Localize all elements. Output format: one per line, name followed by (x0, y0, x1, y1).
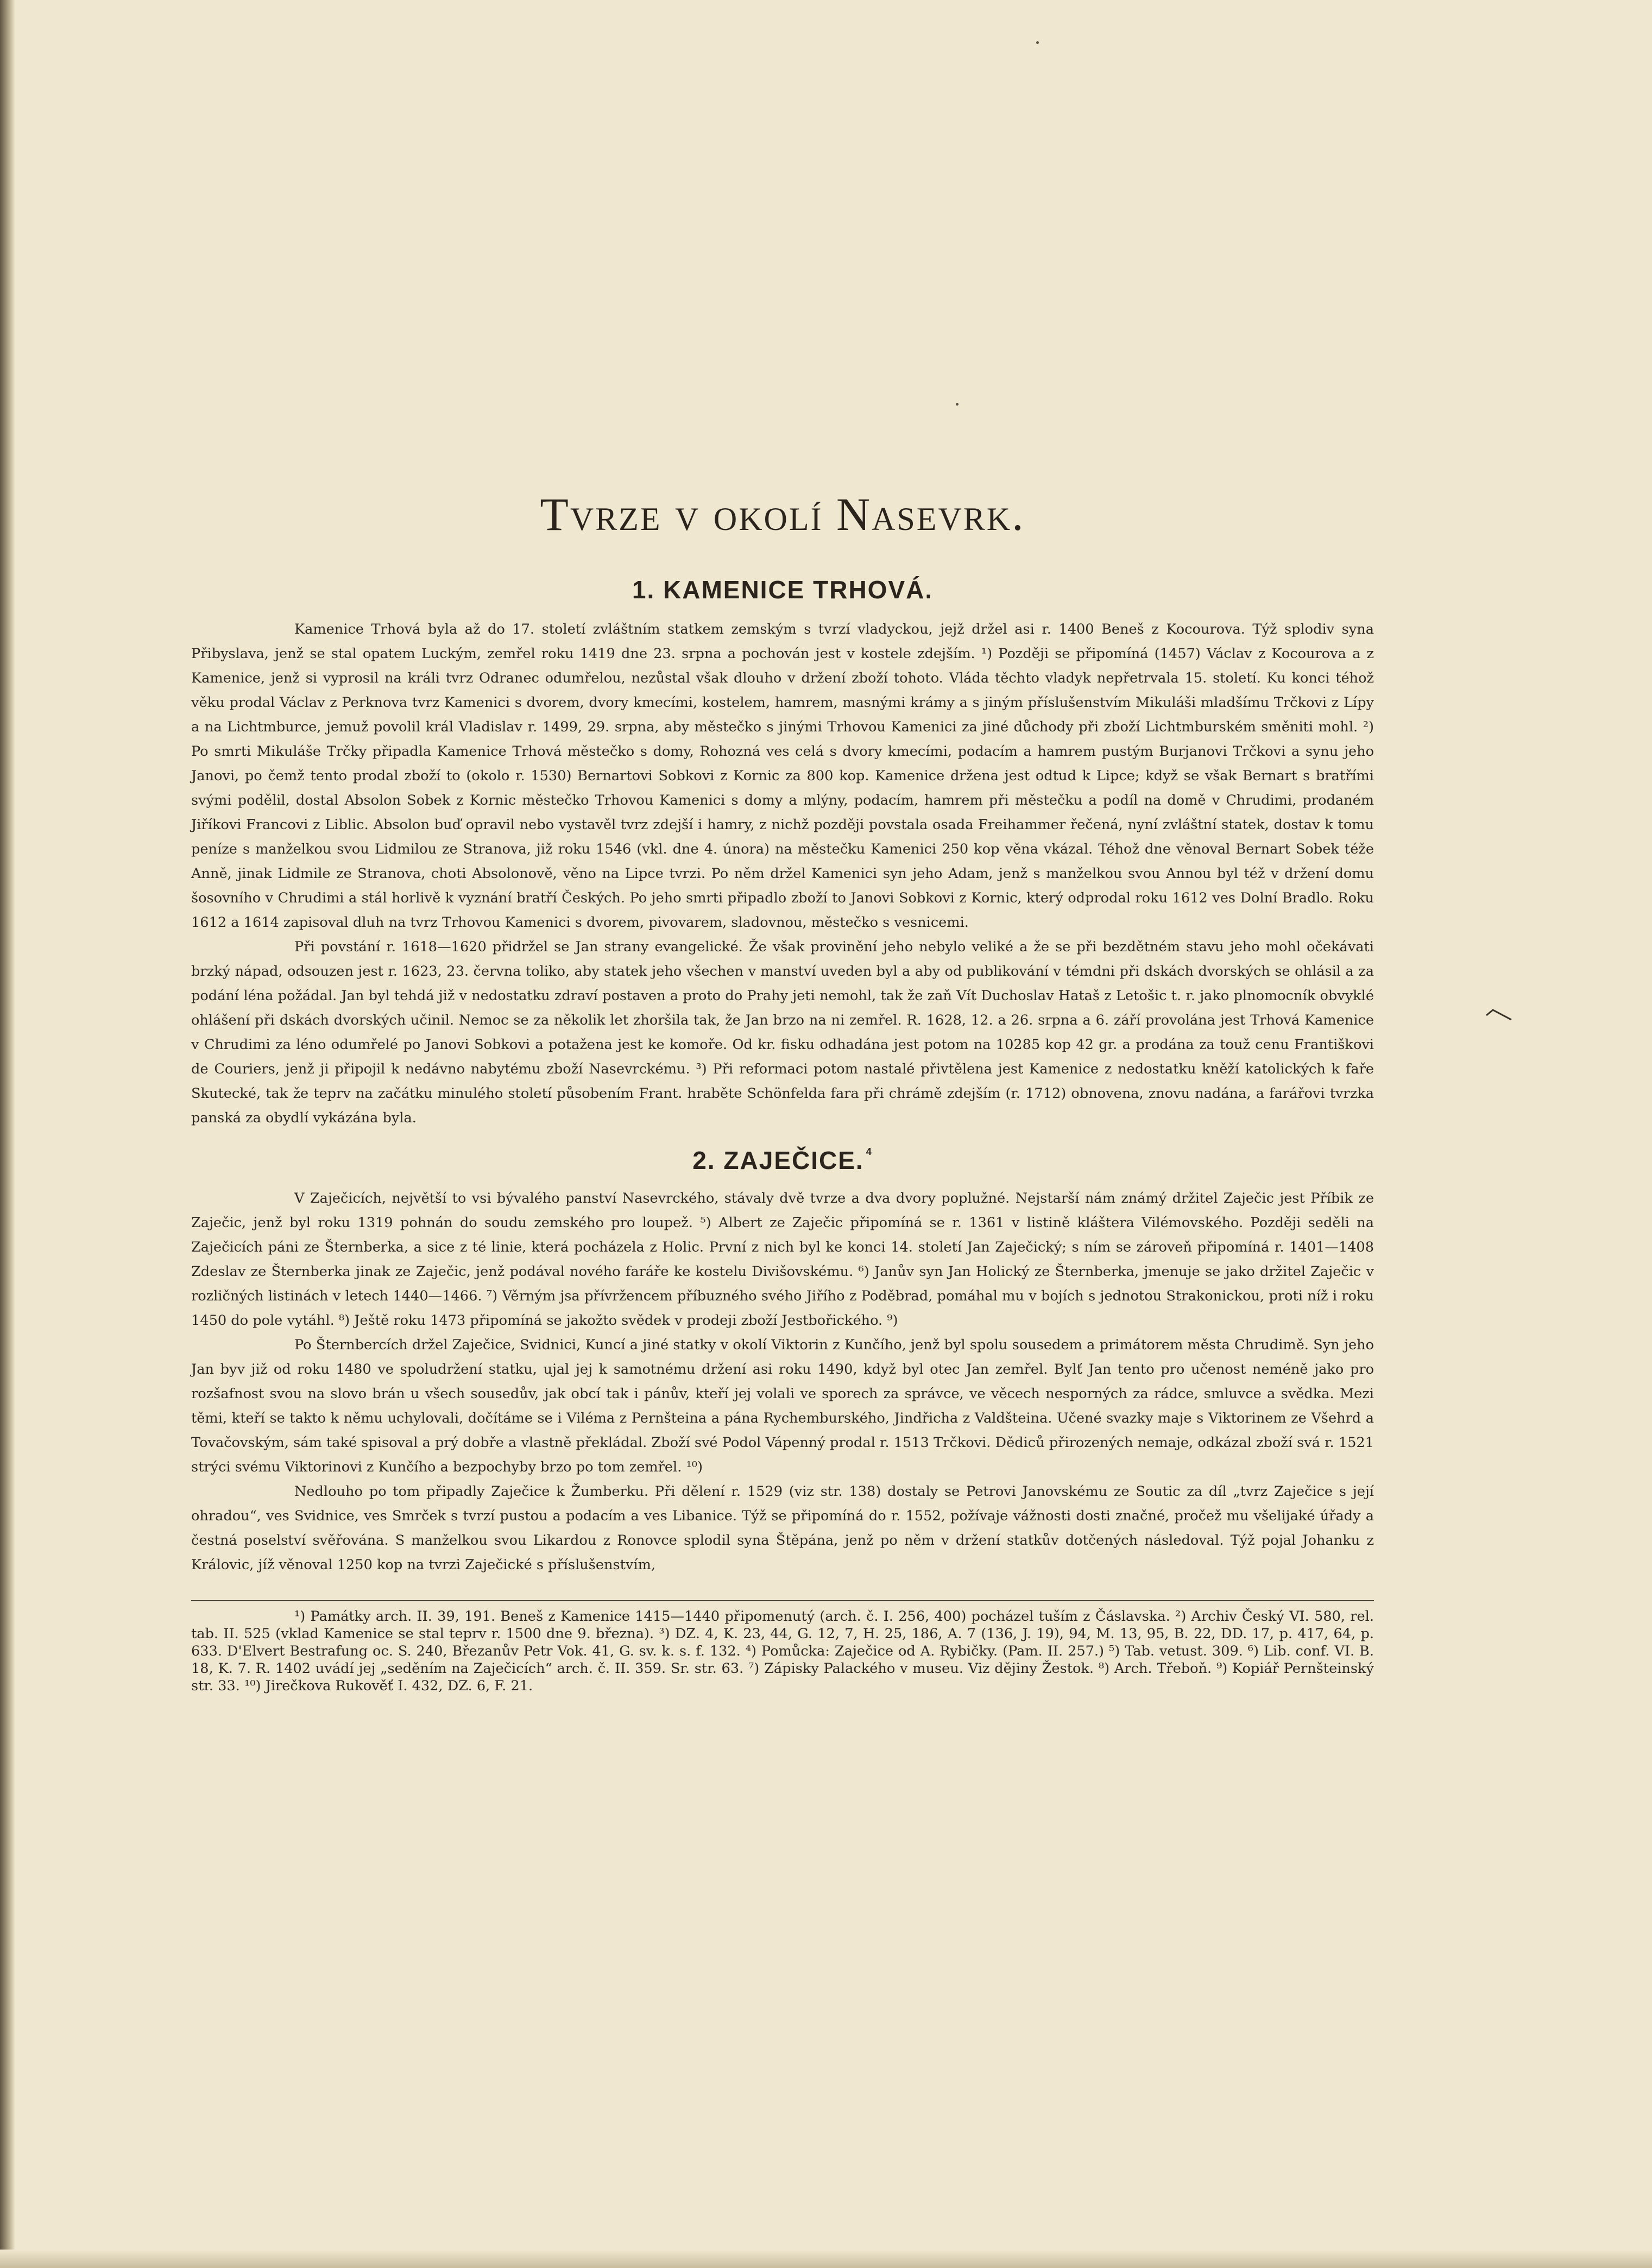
page-bottom-edge (0, 2250, 1652, 2268)
paragraph: V Zaječicích, největší to vsi bývalého panství Nasevrckého, stávaly dvě tvrze a dva dvory poplužné. Nejstarší nám známý držitel Zaječic jest Příbik ze Zaječic, jenž byl roku 1319 pohnán do soudu zemského pro loupež. ⁵) Albert ze Zaječic připomíná se r. 1361 v listině kláštera Vilémovského. Později seděli na Zaječicích páni ze Šternberka, a sice z té linie, která pocházela z Holic. První z nich byl ke konci 14. století Jan Zaječický; s ním se zároveň připomíná r. 1401—1408 Zdeslav ze Šternberka jinak ze Zaječic, jenž podával nového faráře ke kostelu Divišovskému. ⁶) Janův syn Jan Holický ze Šternberka, jmenuje se jako držitel Zaječic v rozličných listinách v letech 1440—1466. ⁷) Věrným jsa přívržencem příbuzného svého Jiřího z Poděbrad, pomáhal mu v bojích s jednotou Strakonickou, proti níž i roku 1450 do pole vytáhl. ⁸) Ještě roku 1473 připomíná se jakožto svědek v prodeji zboží Jestbořického. ⁹) (191, 1190, 1374, 1329)
paragraph: Při povstání r. 1618—1620 přidržel se Jan strany evangelické. Že však provinění jeho nebylo veliké a že se při bezdětném stavu jeho mohl očekávati brzký nápad, odsouzen jest r. 1623, 23. června toliko, aby statek jeho všechen v manství uveden byl a aby od publikování v témdni při dskách dvorských se ohlásil a za podání léna požádal. Jan byl tehdá již v nedostatku zdraví postaven a proto do Prahy jeti nemohl, tak že zaň Vít Duchoslav Hataš z Letošic t. r. jako plnomocník obvyklé ohlášení při dskách dvorských učinil. Nemoc se za několik let zhoršila tak, že Jan brzo na ni zemřel. R. 1628, 12. a 26. srpna a 6. září provolána jest Trhová Kamenice v Chrudimi za léno odumřelé po Janovi Sobkovi a potažena jest ke komoře. Od kr. fisku odhadána jest potom na 10285 kop 42 gr. a prodána za touž cenu Františkovi de Couriers, jenž ji připojil k nedávno nabytému zboží Nasevrckému. ³) Při reformaci potom nastalé přivtělena jest Kamenice z nedostatku kněží katolických k faře Skutecké, tak že teprv na začátku minulého století působením Frant. hraběte Schönfelda fara při chrámě zdejším (r. 1712) obnovena, znovu nadána, a farářovi tvrzka panská za obydlí vykázána byla. (191, 939, 1374, 1127)
paragraph: Kamenice Trhová byla až do 17. století zvláštním statkem zemským s tvrzí vladyckou, jejž držel asi r. 1400 Beneš z Kocourova. Týž splodiv syna Přibyslava, jenž se stal opatem Luckým, zemřel roku 1419 dne 23. srpna a pochován jest v kostele zdejším. ¹) Později se připomíná (1457) Václav z Kocourova a z Kamenice, jenž si vyprosil na králi tvrz Odranec odumřelou, nezůstal však dlouho v držení zboží tohoto. Vláda těchto vladyk nepřetrvala 15. století. Ku konci téhož věku prodal Václav z Perknova tvrz Kamenici s dvorem, dvory kmecími, kostelem, hamrem, masnými krámy a s jiným příslušenstvím Mikuláši mladšímu Trčkovi z Lípy a na Lichtmburce, jemuž povolil král Vladislav r. 1499, 29. srpna, aby městečko s jinými Trhovou Kamenici za jiné důchody při zboží Lichtmburském směniti mohl. ²) Po smrti Mikuláše Trčky připadla Kamenice Trhová městečko s domy, Rohozná ves celá s dvory kmecími, podacím a hamrem pustým Burjanovi Trčkovi a synu jeho Janovi, po čemž tento prodal zboží to (okolo r. 1530) Bernartovi Sobkovi z Kornic za 800 kop. Kamenice držena jest odtud k Lipce; když se však Bernart s bratřími svými podělil, dostal Absolon Sobek z Kornic městečko Trhovou Kamenici s domy a mlýny, podacím, hamrem při městečku a podíl na domě v Chrudimi, prodaném Jiříkovi Francovi z Liblic. Absolon buď opravil nebo vystavěl tvrz zdejší i hamry, z nichž později povstala osada Freihammer řečená, nyní zvláštní statek, dostav k tomu peníze s manželkou svou Lidmilou ze Stranova, již roku 1546 (vkl. dne 4. února) na městečku Kamenici 250 kop věna vkázal. Téhož dne věnoval Bernart Sobek téže Anně, jinak Lidmile ze Stranova, choti Absolonově, věno na Lipce tvrzi. Po něm držel Kamenici syn jeho Adam, jenž s manželkou svou Annou byl též v držení domu šosovního v Chrudimi a stál horlivě k vyznání bratří Českých. Po jeho smrti připadlo zboží to Janovi Sobkovi z Kornic, který odprodal roku 1612 ves Dolní Bradlo. Roku 1612 a 1614 zapisoval dluh na tvrz Trhovou Kamenici s dvorem, pivovarem, sladovnou, městečko s vesnicemi. (191, 621, 1374, 931)
page-title: Tvrze v okolí Nasevrk. (540, 488, 1025, 540)
paragraph: Po Šternbercích držel Zaječice, Svidnici, Kuncí a jiné statky v okolí Viktorin z Kunčího, jenž byl spolu sousedem a primátorem města Chrudimě. Syn jeho Jan byv již od roku 1480 ve spoludržení statku, ujal jej k samotnému držení asi roku 1490, když byl otec Jan zemřel. Bylť Jan tento pro učenost neméně jako pro rozšafnost svou na slovo brán u všech sousedův, jak obcí tak i pánův, kteří jej volali ve sporech za správce, ve věcech nesporných za rádce, smluvce a svědka. Mezi těmi, kteří se takto k němu uchylovali, dočítáme se i Viléma z Pernšteina a pána Rychemburského, Jindřicha z Valdšteina. Učené svazky maje s Viktorinem ze Všehrd a Tovačovským, sám také spisoval a prý dobře a vlastně překládal. Zboží své Podol Vápenný prodal r. 1513 Trčkovi. Dědiců přirozených nemaje, odkázal zboží svá r. 1521 strýci svému Viktorinovi z Kunčího a bezpochyby brzo po tom zemřel. ¹⁰) (191, 1336, 1374, 1475)
footnotes-text: ¹) Památky arch. II. 39, 191. Beneš z Kamenice 1415—1440 připomenutý (arch. č. I. 256, 400) pocházel tuším z Čáslavska. ²) Archiv Český VI. 580, rel. tab. II. 525 (vklad Kamenice se stal teprv r. 1500 dne 9. března). ³) DZ. 4, K. 23, 44, G. 12, 7, H. 25, 186, A. 7 (136, J. 19), 94, M. 13, 95, B. 22, DD. 17, p. 417, 64, p. 633. D'Elvert Bestrafung oc. S. 240, Březanův Petr Vok. 41, G. sv. k. s. f. 132. ⁴) Pomůcka: Zaječice od A. Rybičky. (Pam. II. 257.) ⁵) Tab. vetust. 309. ⁶) Lib. conf. VI. B. 18, K. 7. R. 1402 uvádí jej „seděním na Zaječicích“ arch. č. II. 359. Sr. str. 63. ⁷) Zápisky Palackého v museu. Viz dějiny Žestok. ⁸) Arch. Třeboň. ⁹) Kopiář Pernšteinský str. 33. ¹⁰) Jirečkova Rukověť I. 432, DZ. 6, F. 21. (191, 1608, 1374, 1694)
page-binding-edge (0, 0, 15, 2268)
page-content (191, 489, 1374, 1695)
pencil-margin-mark (1485, 1008, 1512, 1022)
section-heading-kamenice: 1. KAMENICE TRHOVÁ. (632, 575, 934, 604)
section-heading-text: 2. ZAJEČICE. (692, 1146, 864, 1175)
paper-speck (956, 403, 959, 406)
paragraph: Nedlouho po tom připadly Zaječice k Žumberku. Při dělení r. 1529 (viz str. 138) dostaly se Petrovi Janovskému ze Soutic za díl „tvrz Zaječice s její ohradou“, ves Svidnice, ves Smrček s tvrzí pustou a podacím a ves Libanice. Týž se připomíná do r. 1552, požívaje vážnosti dosti značné, pročež mu všelijaké úřady a čestná poselství svěřována. S manželkou svou Likardou z Ronovce splodil syna Štěpána, jenž po něm v držení statkův dotčených následoval. Týž pojal Johanku z Královic, jíž věnoval 1250 kop na tvrzi Zaječické s příslušenstvím, (191, 1483, 1374, 1573)
footnotes (191, 1600, 1374, 1695)
section-heading-note: 4 (866, 1146, 873, 1158)
section-heading-zajecice (191, 1147, 1374, 1174)
paper-speck (1036, 41, 1039, 44)
